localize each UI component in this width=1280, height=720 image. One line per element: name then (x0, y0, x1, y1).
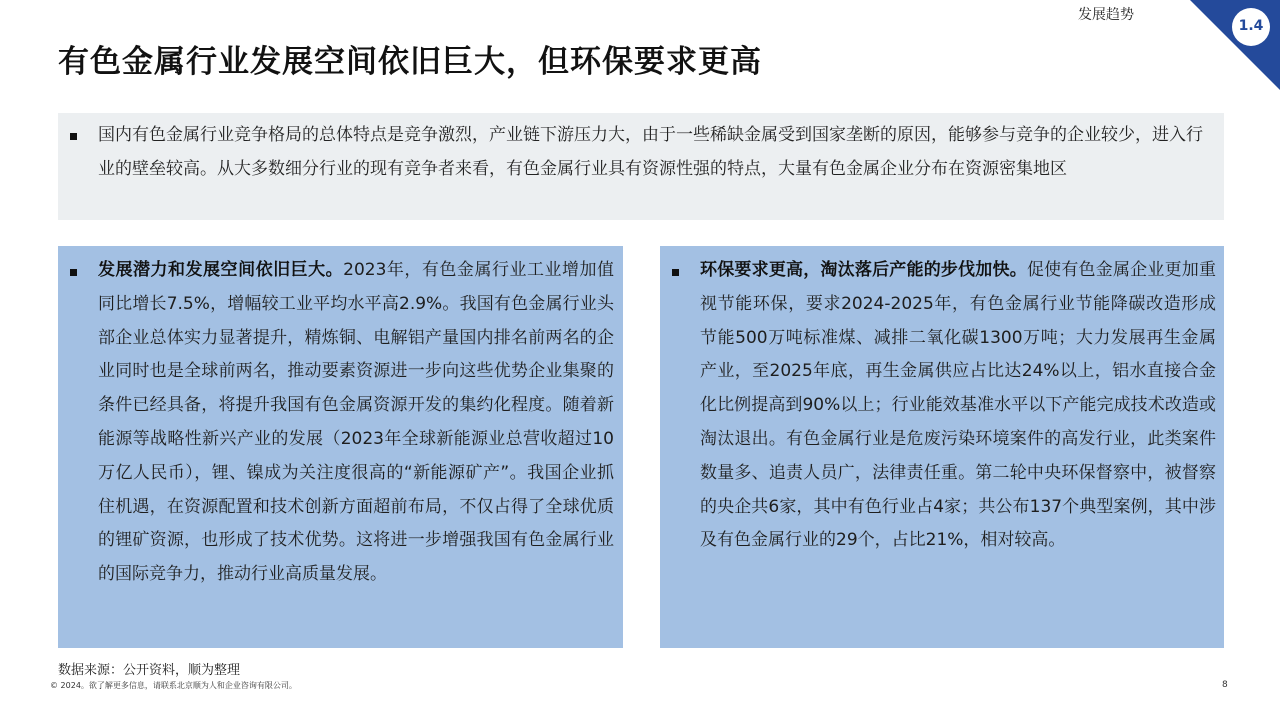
section-label: 发展趋势 (1078, 7, 1134, 23)
growth-potential-panel (58, 246, 623, 648)
panel-text (98, 254, 614, 592)
panel-heading: 发展潜力和发展空间依旧巨大。 (98, 260, 344, 280)
page-number: 8 (1222, 680, 1228, 690)
data-source: 数据来源：公开资料，顺为整理 (58, 663, 241, 678)
bullet-icon (672, 269, 679, 276)
copyright: © 2024。欲了解更多信息，请联系北京顺为人和企业咨询有限公司。 (50, 681, 297, 690)
panel-body: 2023年，有色金属行业工业增加值同比增长7.5%，增幅较工业平均水平高2.9%。我国有色金属行业头部企业总体实力显著提升，精炼铜、电解铝产量国内排名前两名的企业同时也是全球前两名，推动要素资源进一步向这些优势企业集聚的条件已经具备，将提升我国有色金属资源开发的集约化程度。随着新能源等战略性新兴产业的发展（2023年全球新能源业总营收超过10万亿人民币），锂、镍成为关注度很高的“新能源矿产”。我国企业抓住机遇，在资源配置和技术创新方面超前布局，不仅占得了全球优质的锂矿资源，也形成了技术优势。这将进一步增强我国有色金属行业的国际竞争力，推动行业高质量发展。 (98, 260, 615, 585)
corner-badge (1190, 0, 1280, 90)
bullet-icon (70, 269, 77, 276)
environmental-panel (660, 246, 1224, 648)
panel-text (700, 254, 1216, 558)
section-number: 1.4 (1238, 18, 1264, 34)
panel-heading: 环保要求更高，淘汰落后产能的步伐加快。 (700, 260, 1027, 280)
summary-box (58, 113, 1224, 220)
page-title: 有色金属行业发展空间依旧巨大，但环保要求更高 (58, 44, 762, 80)
panel-body: 促使有色金属企业更加重视节能环保，要求2024-2025年，有色金属行业节能降碳改造形成节能500万吨标准煤、减排二氧化碳1300万吨；大力发展再生金属产业，至2025年底，再生金属供应占比达24%以上，铝水直接合金化比例提高到90%以上；行业能效基准水平以下产能完成技术改造或淘汰退出。有色金属行业是危废污染环境案件的高发行业，此类案件数量多、追责人员广，法律责任重。第二轮中央环保督察中，被督察的央企共6家，其中有色行业占4家；共公布137个典型案例，其中涉及有色金属行业的29个，占比21%，相对较高。 (700, 260, 1217, 551)
corner-triangle-icon (1190, 0, 1280, 90)
bullet-icon (70, 133, 77, 140)
summary-text: 国内有色金属行业竞争格局的总体特点是竞争激烈，产业链下游压力大，由于一些稀缺金属受到国家垄断的原因，能够参与竞争的企业较少，进入行业的壁垒较高。从大多数细分行业的现有竞争者来看，有色金属行业具有资源性强的特点，大量有色金属企业分布在资源密集地区 (98, 125, 1203, 179)
